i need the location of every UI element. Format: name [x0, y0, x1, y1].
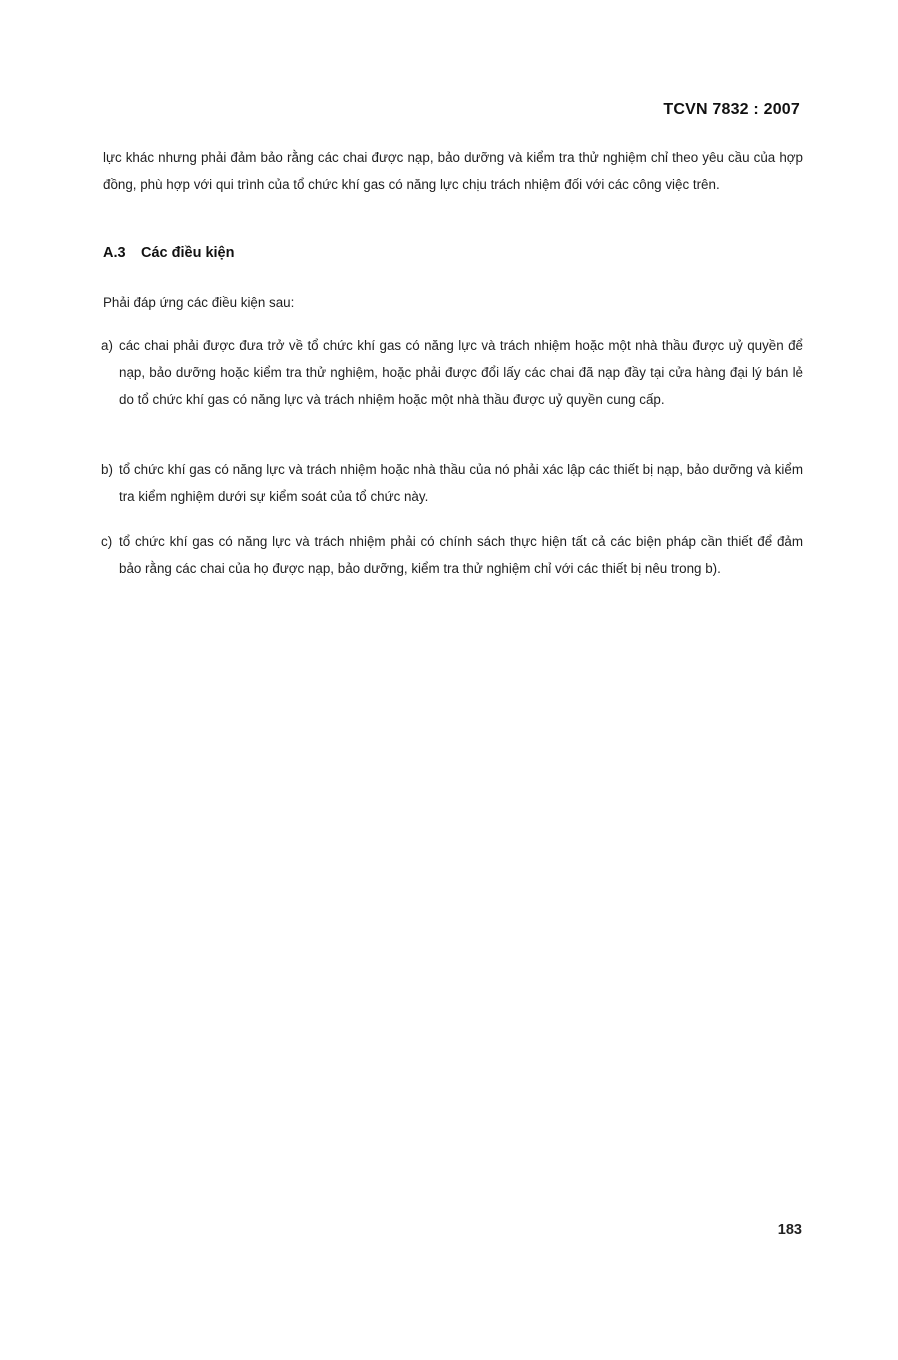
list-item-a — [101, 332, 803, 413]
continuation-paragraph: lực khác nhưng phải đảm bảo rằng các chai được nạp, bảo dưỡng và kiểm tra thử nghiệm chỉ theo yêu cầu của hợp đồng, phù hợp với qui trình của tổ chức khí gas có năng lực chịu trách nhiệm đối với các công việc trên. — [103, 150, 803, 192]
list-marker-b: b) — [101, 462, 113, 477]
list-item-b — [101, 456, 803, 510]
list-marker-a: a) — [101, 338, 113, 353]
section-title: Các điều kiện — [141, 245, 235, 261]
page-number: 183 — [777, 1222, 802, 1238]
list-text-a: các chai phải được đưa trở về tổ chức khí gas có năng lực và trách nhiệm hoặc một nhà thầu được uỷ quyền để nạp, bảo dưỡng hoặc kiểm tra thử nghiệm, hoặc phải được đổi lấy các chai đã nạp đầy tại cửa hàng đại lý bán lẻ do tổ chức khí gas có năng lực và trách nhiệm hoặc một nhà thầu được uỷ quyền cung cấp. — [119, 338, 803, 407]
standard-code-header: TCVN 7832 : 2007 — [663, 101, 800, 118]
section-heading — [103, 245, 234, 261]
list-item-c — [101, 528, 803, 582]
list-text-b: tổ chức khí gas có năng lực và trách nhiệm hoặc nhà thầu của nó phải xác lập các thiết bị nạp, bảo dưỡng và kiểm tra kiểm nghiệm dưới sự kiểm soát của tổ chức này. — [119, 462, 803, 504]
list-text-c: tổ chức khí gas có năng lực và trách nhiệm phải có chính sách thực hiện tất cả các biện pháp cần thiết để đảm bảo rằng các chai của họ được nạp, bảo dưỡng, kiểm tra thử nghiệm chỉ với các thiết bị nêu trong b). — [119, 534, 803, 576]
section-number: A.3 — [103, 245, 126, 261]
list-marker-c: c) — [101, 534, 113, 549]
section-intro: Phải đáp ứng các điều kiện sau: — [103, 295, 295, 310]
